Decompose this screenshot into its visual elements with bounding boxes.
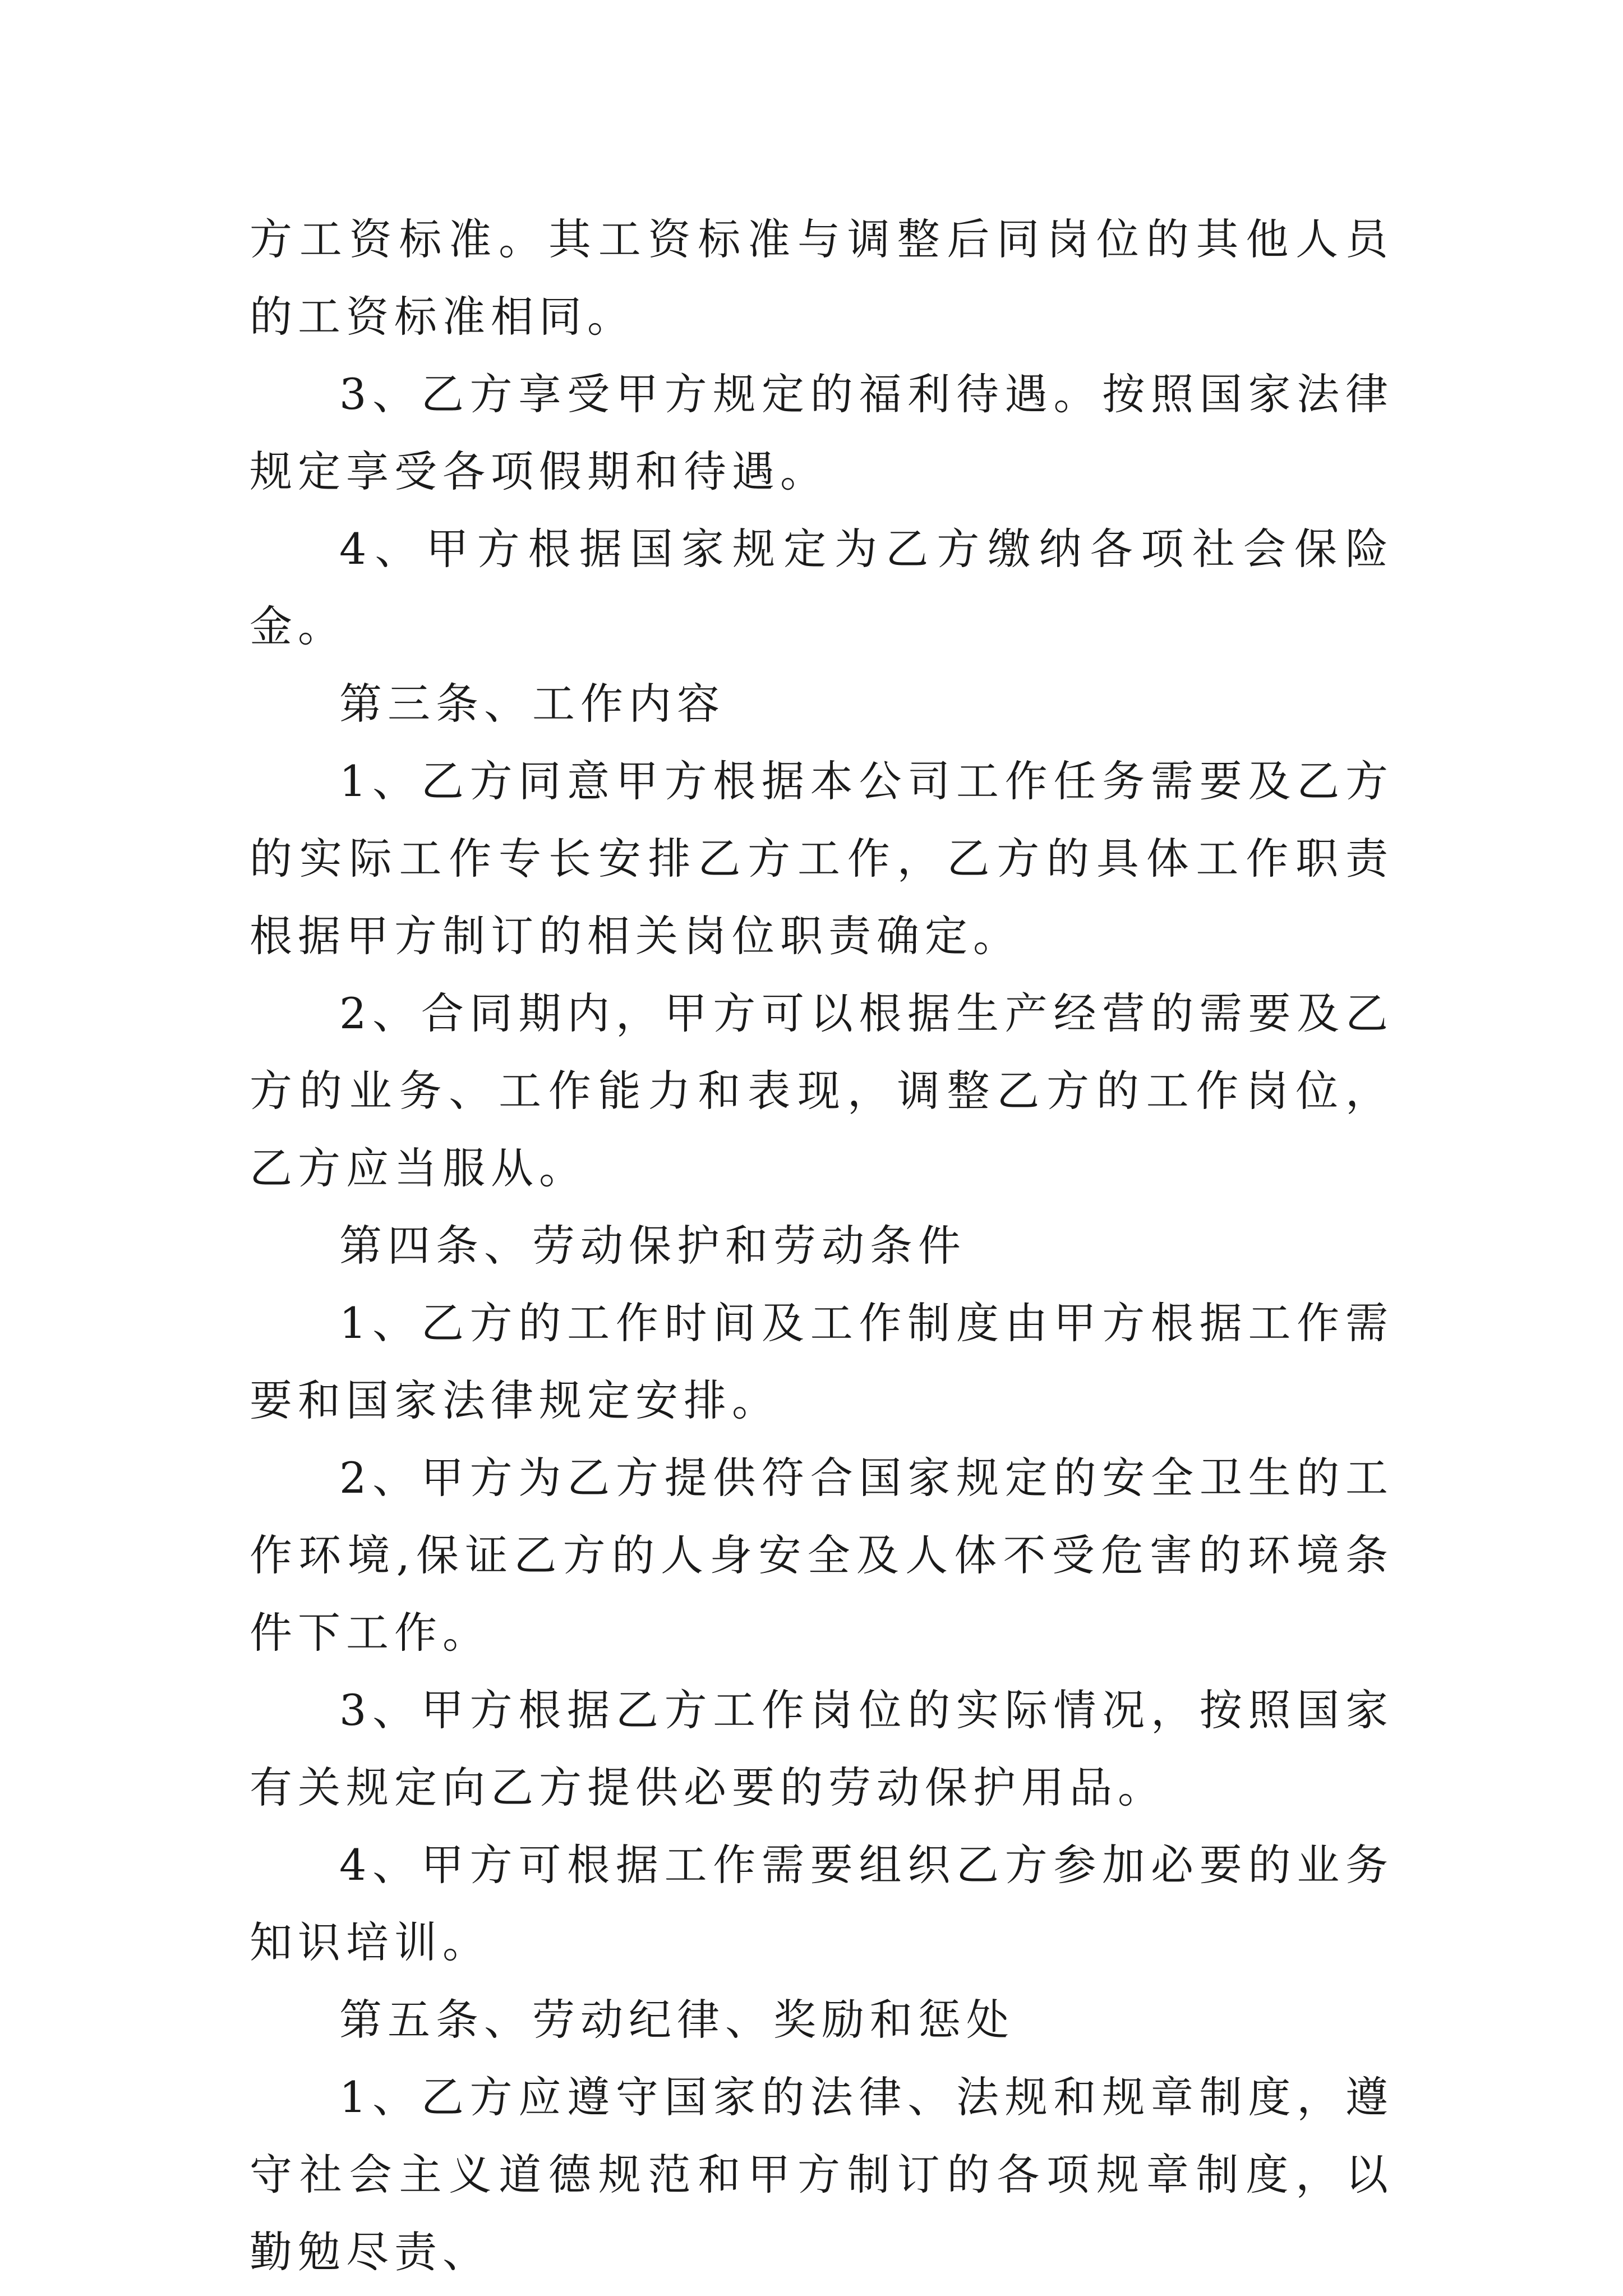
paragraph-training: 4、甲方可根据工作需要组织乙方参加必要的业务知识培训。 [250, 1840, 1394, 1967]
paragraph-discipline: 1、乙方应遵守国家的法律、法规和规章制度，遵守社会主义道德规范和甲方制订的各项规章制度，以勤勉尽责、 [250, 2072, 1394, 2277]
article-5-heading: 第五条、劳动纪律、奖励和惩处 [339, 1995, 1015, 2045]
paragraph-wage-standard: 方工资标准。其工资标准与调整后同岗位的其他人员的工资标准相同。 [250, 214, 1394, 342]
paragraph-protective-equipment: 3、甲方根据乙方工作岗位的实际情况，按照国家有关规定向乙方提供必要的劳动保护用品。 [250, 1685, 1394, 1812]
article-4-heading: 第四条、劳动保护和劳动条件 [339, 1221, 966, 1271]
paragraph-work-environment: 2、甲方为乙方提供符合国家规定的安全卫生的工作环境,保证乙方的人身安全及人体不受危害的环境条件下工作。 [250, 1453, 1394, 1658]
paragraph-working-hours: 1、乙方的工作时间及工作制度由甲方根据工作需要和国家法律规定安排。 [250, 1298, 1394, 1425]
article-3-heading: 第三条、工作内容 [339, 679, 725, 729]
document-body [250, 201, 1394, 2291]
paragraph-position-adjustment: 2、合同期内，甲方可以根据生产经营的需要及乙方的业务、工作能力和表现，调整乙方的工作岗位，乙方应当服从。 [250, 988, 1394, 1193]
paragraph-work-assignment: 1、乙方同意甲方根据本公司工作任务需要及乙方的实际工作专长安排乙方工作，乙方的具体工作职责根据甲方制订的相关岗位职责确定。 [250, 756, 1394, 961]
paragraph-welfare-benefits: 3、乙方享受甲方规定的福利待遇。按照国家法律规定享受各项假期和待遇。 [250, 369, 1394, 496]
paragraph-social-insurance: 4、甲方根据国家规定为乙方缴纳各项社会保险金。 [250, 524, 1394, 651]
